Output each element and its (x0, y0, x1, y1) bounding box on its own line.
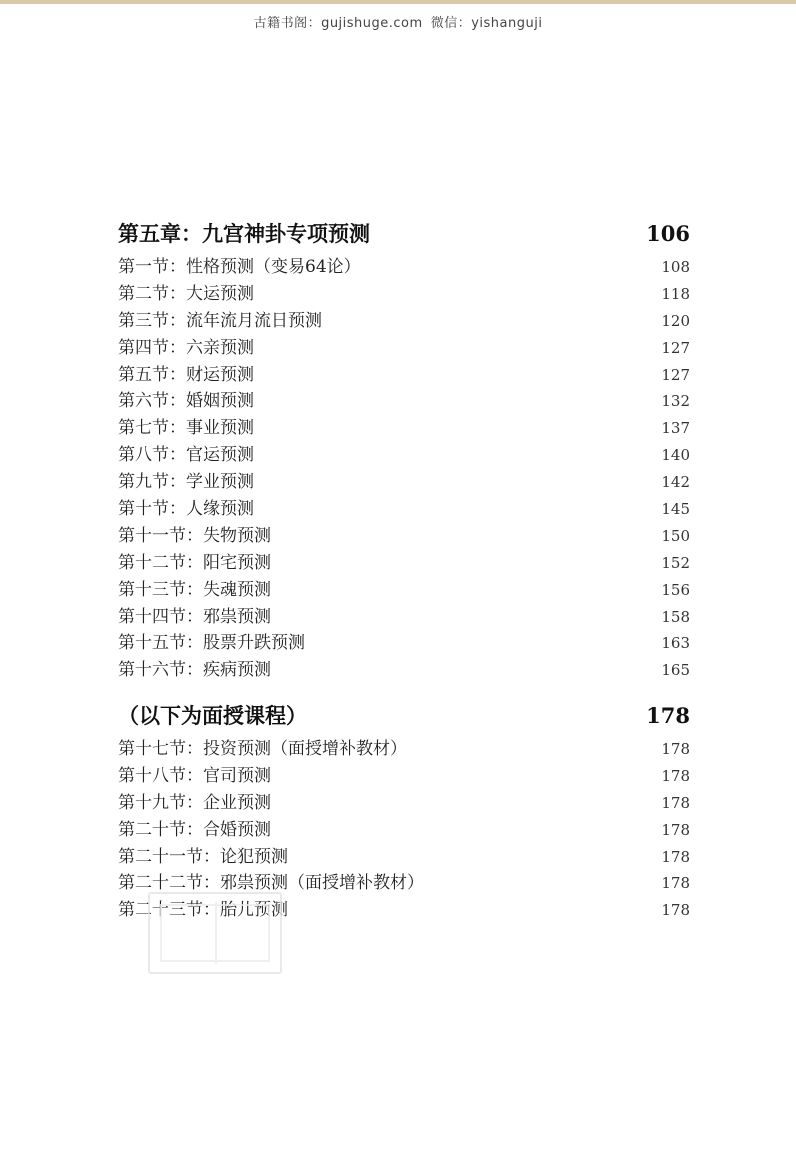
toc-item-label: 第五节：财运预测 (118, 364, 254, 385)
toc-item-label: 第六节：婚姻预测 (118, 391, 254, 412)
toc-item-label: 第十二节：阳宅预测 (118, 552, 271, 573)
toc-item[interactable] (118, 386, 690, 413)
toc-item[interactable] (118, 761, 690, 788)
toc-item[interactable] (118, 440, 690, 467)
toc-item[interactable] (118, 521, 690, 548)
toc-item-page: 163 (661, 634, 690, 653)
toc-item-page: 127 (661, 338, 690, 357)
toc-item-label: 第二节：大运预测 (118, 283, 254, 304)
toc-item-label: 第七节：事业预测 (118, 418, 254, 439)
toc-item[interactable] (118, 494, 690, 521)
toc-item[interactable] (118, 734, 690, 761)
toc-item-label: 第二十节：合婚预测 (118, 819, 271, 840)
toc-item[interactable] (118, 815, 690, 842)
toc-item-label: 第十四节：邪祟预测 (118, 606, 271, 627)
faded-seal-stamp (148, 892, 282, 974)
toc-item-page: 108 (661, 258, 690, 276)
toc-item[interactable] (118, 279, 690, 306)
toc-item-label: 第三节：流年流月流日预测 (118, 310, 322, 331)
toc-item-label: 第十三节：失魂预测 (118, 579, 271, 600)
toc-item-page: 178 (661, 820, 690, 839)
toc-section-chapter-5 (118, 218, 690, 682)
toc-item-page: 140 (661, 446, 690, 465)
toc-item[interactable] (118, 548, 690, 575)
toc-item[interactable] (118, 655, 690, 682)
toc-item-label: 第八节：官运预测 (118, 445, 254, 466)
toc-item-page: 178 (661, 740, 690, 758)
toc-item-page: 178 (661, 847, 690, 866)
toc-item[interactable] (118, 842, 690, 869)
toc-item-label: 第一节：性格预测（变易64论） (118, 257, 361, 277)
toc-item-label: 第二十三节：胎儿预测 (118, 900, 288, 921)
toc-section-in-person-courses (118, 700, 690, 922)
toc-item-page: 178 (661, 901, 690, 920)
toc-item[interactable] (118, 333, 690, 360)
toc-item-page: 156 (661, 580, 690, 599)
chapter-title: （以下为面授课程） (118, 704, 307, 728)
toc-item[interactable] (118, 306, 690, 333)
toc-item-label: 第二十二节：邪祟预测（面授增补教材） (118, 873, 424, 894)
toc-item[interactable] (118, 467, 690, 494)
toc-item-page: 127 (661, 365, 690, 384)
toc-item[interactable] (118, 575, 690, 602)
site-label: 古籍书阁：gujishuge.com (253, 16, 423, 31)
chapter-page-number: 178 (646, 703, 690, 728)
toc-item-label: 第二十一节：论犯预测 (118, 846, 288, 867)
toc-item-page: 150 (661, 526, 690, 545)
toc-item-page: 165 (661, 661, 690, 680)
chapter-heading[interactable] (118, 218, 690, 252)
toc-item[interactable] (118, 788, 690, 815)
toc-item-page: 120 (661, 311, 690, 330)
toc-item-label: 第十一节：失物预测 (118, 525, 271, 546)
toc-item-page: 142 (661, 473, 690, 492)
toc-item-page: 132 (661, 392, 690, 411)
top-border (0, 0, 796, 4)
toc-item-label: 第十五节：股票升跌预测 (118, 633, 305, 654)
toc-item-page: 178 (661, 766, 690, 785)
toc-item-label: 第十六节：疾病预测 (118, 660, 271, 681)
toc-item-label: 第九节：学业预测 (118, 472, 254, 493)
toc-item-label: 第十九节：企业预测 (118, 792, 271, 813)
toc-item-label: 第十节：人缘预测 (118, 499, 254, 520)
page-header (0, 12, 796, 31)
toc-item-page: 152 (661, 553, 690, 572)
toc-item-page: 137 (661, 419, 690, 438)
toc-item[interactable] (118, 413, 690, 440)
toc-item[interactable] (118, 628, 690, 655)
toc-item-page: 118 (661, 284, 690, 303)
toc-item-label: 第十七节：投资预测（面授增补教材） (118, 739, 407, 759)
toc-item[interactable] (118, 252, 690, 279)
wechat-label: 微信：yishanguji (430, 16, 543, 31)
toc-item-page: 145 (661, 500, 690, 519)
chapter-title: 第五章：九宫神卦专项预测 (118, 222, 370, 246)
toc-item[interactable] (118, 602, 690, 629)
chapter-page-number: 106 (646, 221, 690, 246)
toc-item-page: 178 (661, 793, 690, 812)
toc-item-page: 158 (661, 607, 690, 626)
chapter-heading[interactable] (118, 700, 690, 734)
toc-item-label: 第十八节：官司预测 (118, 765, 271, 786)
toc-item[interactable] (118, 360, 690, 387)
toc-item-label: 第四节：六亲预测 (118, 337, 254, 358)
toc-item-page: 178 (661, 874, 690, 893)
